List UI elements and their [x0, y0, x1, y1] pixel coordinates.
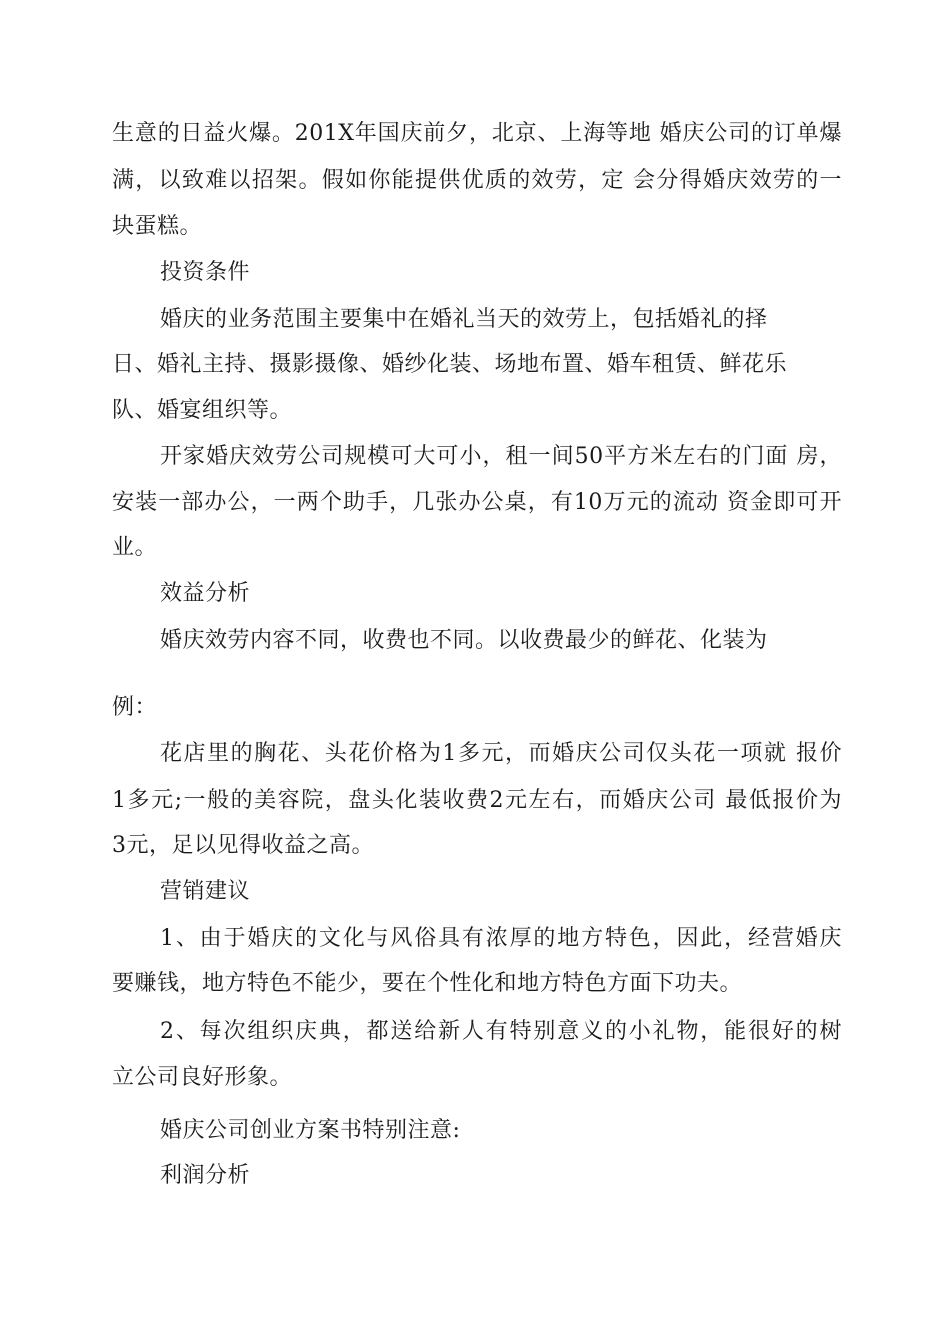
text-line: 花店里的胸花、头花价格为1多元，而婚庆公司仅头花一项就 报价 [160, 741, 842, 766]
text-line: 开家婚庆效劳公司规模可大可小，租一间50平方米左右的门面 房， [160, 444, 842, 469]
text-line: 安装一部办公，一两个助手，几张办公桌，有10万元的流动 资金即可开 [112, 490, 842, 515]
text-line: 日、婚礼主持、摄影摄像、婚纱化装、场地布置、婚车租赁、鲜花乐 [112, 352, 788, 377]
text-line: 立公司良好形象。 [112, 1065, 293, 1090]
text-line: 队、婚宴组织等。 [112, 398, 293, 423]
text-line: 业。 [112, 535, 158, 560]
section-heading: 营销建议 [160, 879, 251, 904]
text-line: 要赚钱，地方特色不能少，要在个性化和地方特色方面下功夫。 [112, 971, 743, 996]
text-line: 婚庆效劳内容不同，收费也不同。以收费最少的鲜花、化装为 [160, 628, 768, 653]
text-line: 3元，足以见得收益之高。 [112, 833, 374, 858]
text-line: 婚庆的业务范围主要集中在婚礼当天的效劳上，包括婚礼的择 [160, 307, 768, 332]
section-heading: 投资条件 [160, 260, 251, 285]
text-line: 块蛋糕。 [112, 214, 203, 239]
text-line: 1多元;一般的美容院，盘头化装收费2元左右，而婚庆公司 最低报价为 [112, 788, 842, 813]
text-line: 满，以致难以招架。假如你能提供优质的效劳，定 会分得婚庆效劳的一 [112, 168, 842, 193]
text-line: 1、由于婚庆的文化与风俗具有浓厚的地方特色，因此，经营婚庆 [160, 926, 842, 951]
text-line: 婚庆公司创业方案书特别注意: [160, 1118, 461, 1143]
text-line: 例： [112, 695, 158, 720]
text-line: 生意的日益火爆。201X年国庆前夕，北京、上海等地 婚庆公司的订单爆 [112, 121, 842, 146]
section-heading: 利润分析 [160, 1163, 251, 1188]
text-line: 2、每次组织庆典，都送给新人有特别意义的小礼物，能很好的树 [160, 1019, 842, 1044]
section-heading: 效益分析 [160, 581, 251, 606]
